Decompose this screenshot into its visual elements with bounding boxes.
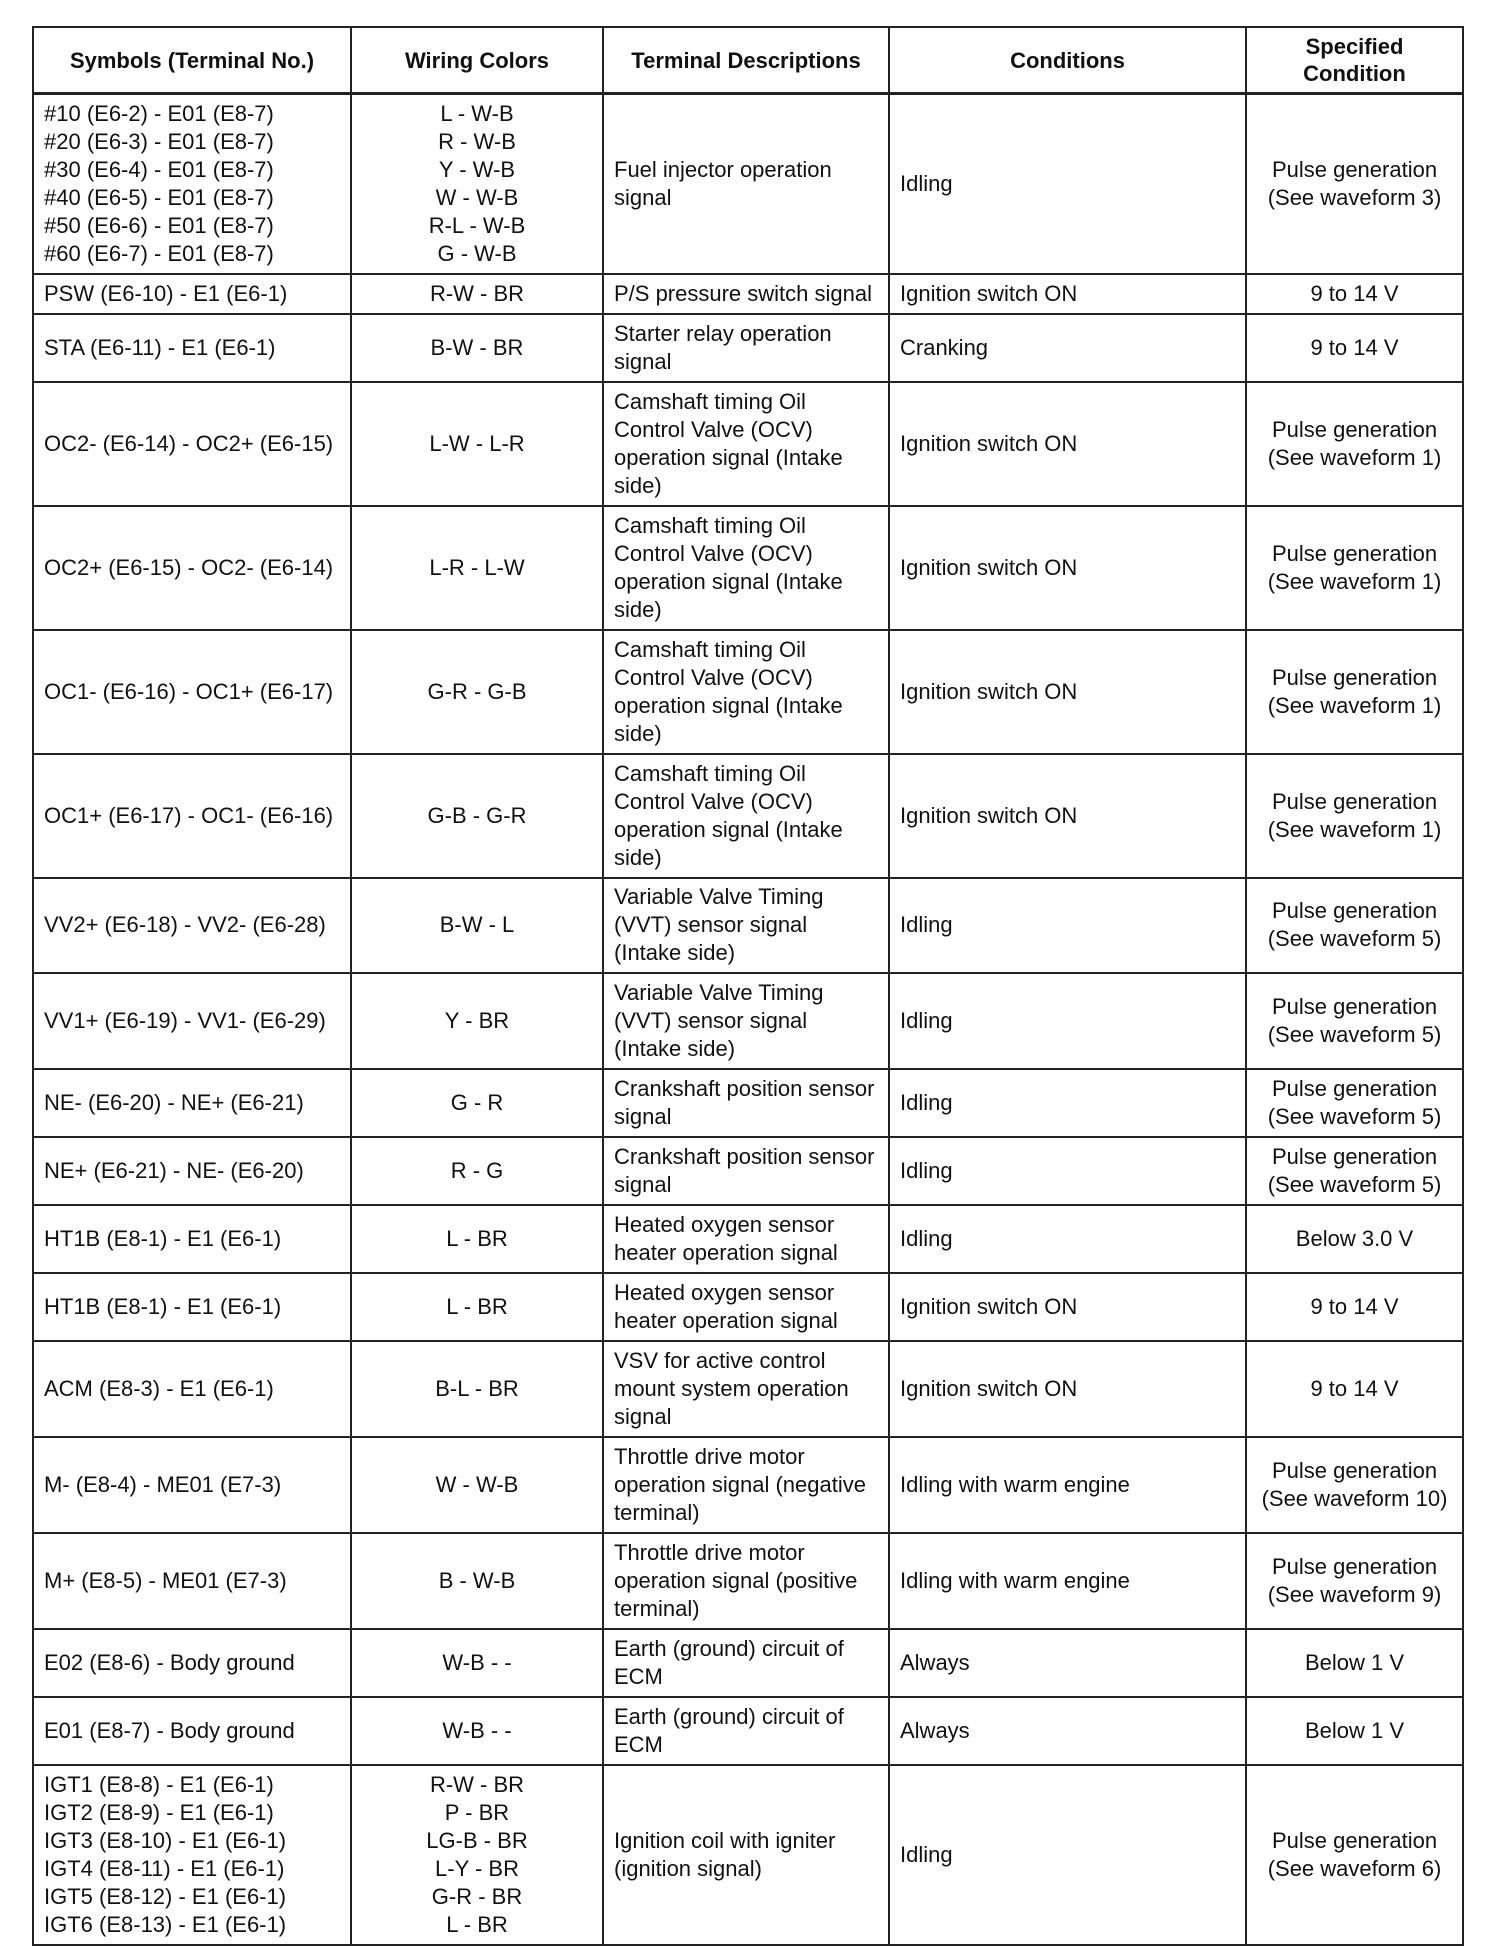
condition-text: Always bbox=[900, 1717, 970, 1743]
cell-condition bbox=[889, 506, 1246, 630]
cell-condition bbox=[889, 274, 1246, 314]
table-row bbox=[33, 1697, 1463, 1765]
spec-line: (See waveform 5) bbox=[1267, 1103, 1442, 1129]
spec-line: (See waveform 1) bbox=[1267, 444, 1442, 470]
condition-text: Idling bbox=[900, 1007, 953, 1033]
wiring-color-line: L-R - L-W bbox=[429, 554, 525, 580]
header-row bbox=[33, 27, 1463, 94]
symbol-line: IGT5 (E8-12) - E1 (E6-1) bbox=[44, 1883, 287, 1909]
cell-condition bbox=[889, 1697, 1246, 1765]
cell-specified-condition bbox=[1246, 1069, 1463, 1137]
wiring-color-line: W - W-B bbox=[435, 1471, 519, 1497]
symbol-line: M+ (E8-5) - ME01 (E7-3) bbox=[44, 1567, 287, 1593]
symbol-line: NE+ (E6-21) - NE- (E6-20) bbox=[44, 1157, 304, 1183]
cell-condition bbox=[889, 973, 1246, 1069]
wiring-color-line: P - BR bbox=[444, 1799, 510, 1825]
cell-wiring-colors bbox=[351, 1273, 603, 1341]
spec-line: (See waveform 3) bbox=[1267, 184, 1442, 210]
cell-wiring-colors bbox=[351, 1437, 603, 1533]
cell-symbols bbox=[33, 274, 351, 314]
symbol-line: #30 (E6-4) - E01 (E8-7) bbox=[44, 156, 274, 182]
condition-text: Idling bbox=[900, 1157, 953, 1183]
wiring-color-line: B - W-B bbox=[438, 1567, 516, 1593]
cell-wiring-colors bbox=[351, 1341, 603, 1437]
symbol-line: M- (E8-4) - ME01 (E7-3) bbox=[44, 1471, 282, 1497]
wiring-color-line: L - BR bbox=[446, 1293, 508, 1319]
cell-specified-condition bbox=[1246, 1341, 1463, 1437]
table-row bbox=[33, 630, 1463, 754]
cell-description bbox=[603, 506, 889, 630]
description-text: Variable Valve Timing (VVT) sensor signal (Intake side) bbox=[614, 979, 824, 1061]
symbol-line: #40 (E6-5) - E01 (E8-7) bbox=[44, 184, 274, 210]
symbol-line: IGT4 (E8-11) - E1 (E6-1) bbox=[44, 1855, 285, 1881]
table-body bbox=[33, 94, 1463, 1945]
condition-text: Idling with warm engine bbox=[900, 1567, 1130, 1593]
wiring-color-line: W-B - - bbox=[442, 1649, 512, 1675]
cell-wiring-colors bbox=[351, 382, 603, 506]
table-row bbox=[33, 274, 1463, 314]
spec-line: Pulse generation bbox=[1271, 664, 1438, 690]
cell-specified-condition bbox=[1246, 1437, 1463, 1533]
symbol-line: NE- (E6-20) - NE+ (E6-21) bbox=[44, 1089, 304, 1115]
cell-symbols bbox=[33, 94, 351, 274]
cell-condition bbox=[889, 1765, 1246, 1945]
symbol-line: IGT2 (E8-9) - E1 (E6-1) bbox=[44, 1799, 274, 1825]
description-text: Heated oxygen sensor heater operation signal bbox=[614, 1211, 838, 1265]
cell-specified-condition bbox=[1246, 973, 1463, 1069]
cell-symbols bbox=[33, 1205, 351, 1273]
table-row bbox=[33, 1273, 1463, 1341]
cell-condition bbox=[889, 878, 1246, 973]
symbol-line: OC2- (E6-14) - OC2+ (E6-15) bbox=[44, 430, 334, 456]
cell-symbols bbox=[33, 1137, 351, 1205]
symbol-line: ACM (E8-3) - E1 (E6-1) bbox=[44, 1375, 274, 1401]
symbol-line: E01 (E8-7) - Body ground bbox=[44, 1717, 295, 1743]
spec-line: Pulse generation bbox=[1271, 788, 1438, 814]
spec-line: Pulse generation bbox=[1271, 1827, 1438, 1853]
header-wiring-colors: Wiring Colors bbox=[351, 27, 603, 94]
symbol-line: VV1+ (E6-19) - VV1- (E6-29) bbox=[44, 1007, 326, 1033]
cell-specified-condition bbox=[1246, 1273, 1463, 1341]
spec-line: Pulse generation bbox=[1271, 540, 1438, 566]
table-row bbox=[33, 1205, 1463, 1273]
table-row bbox=[33, 1437, 1463, 1533]
header-specified-condition-text: Specified Condition bbox=[1303, 34, 1406, 86]
description-text: Camshaft timing Oil Control Valve (OCV) operation signal (Intake side) bbox=[614, 512, 843, 622]
cell-description bbox=[603, 94, 889, 274]
cell-symbols bbox=[33, 1273, 351, 1341]
cell-specified-condition bbox=[1246, 630, 1463, 754]
cell-symbols bbox=[33, 314, 351, 382]
table-row bbox=[33, 1765, 1463, 1945]
spec-line: 9 to 14 V bbox=[1310, 334, 1399, 360]
cell-wiring-colors bbox=[351, 1205, 603, 1273]
header-terminal-descriptions: Terminal Descriptions bbox=[603, 27, 889, 94]
table-row bbox=[33, 1341, 1463, 1437]
cell-description bbox=[603, 1273, 889, 1341]
condition-text: Idling bbox=[900, 170, 953, 196]
table-row bbox=[33, 1629, 1463, 1697]
cell-symbols bbox=[33, 382, 351, 506]
cell-symbols bbox=[33, 1341, 351, 1437]
symbol-line: VV2+ (E6-18) - VV2- (E6-28) bbox=[44, 912, 326, 937]
wiring-color-line: Y - W-B bbox=[438, 156, 516, 182]
condition-text: Ignition switch ON bbox=[900, 678, 1078, 704]
description-text: Camshaft timing Oil Control Valve (OCV) operation signal (Intake side) bbox=[614, 388, 843, 498]
spec-line: 9 to 14 V bbox=[1310, 280, 1399, 306]
wiring-color-line: G-B - G-R bbox=[427, 802, 527, 828]
cell-symbols bbox=[33, 1629, 351, 1697]
cell-specified-condition bbox=[1246, 1697, 1463, 1765]
cell-description bbox=[603, 274, 889, 314]
spec-line: Pulse generation bbox=[1271, 993, 1438, 1019]
description-text: Throttle drive motor operation signal (negative terminal) bbox=[614, 1443, 866, 1525]
table-row bbox=[33, 1069, 1463, 1137]
table-row bbox=[33, 382, 1463, 506]
cell-condition bbox=[889, 1629, 1246, 1697]
header-conditions: Conditions bbox=[889, 27, 1246, 94]
spec-line: (See waveform 5) bbox=[1267, 1171, 1442, 1197]
wiring-color-line: R - W-B bbox=[438, 128, 516, 154]
cell-wiring-colors bbox=[351, 1629, 603, 1697]
spec-line: (See waveform 10) bbox=[1261, 1485, 1448, 1511]
cell-description bbox=[603, 314, 889, 382]
symbol-line: OC1+ (E6-17) - OC1- (E6-16) bbox=[44, 802, 334, 828]
spec-line: Pulse generation bbox=[1271, 1075, 1438, 1101]
symbol-line: #50 (E6-6) - E01 (E8-7) bbox=[44, 212, 274, 238]
terminal-spec-sheet bbox=[32, 26, 1462, 1937]
header-specified-condition bbox=[1246, 27, 1463, 94]
spec-line: Pulse generation bbox=[1271, 1143, 1438, 1169]
wiring-color-line: L - BR bbox=[446, 1911, 508, 1937]
condition-text: Ignition switch ON bbox=[900, 554, 1078, 580]
description-text: Starter relay operation signal bbox=[614, 320, 832, 374]
cell-description bbox=[603, 878, 889, 973]
cell-condition bbox=[889, 382, 1246, 506]
condition-text: Ignition switch ON bbox=[900, 1293, 1078, 1319]
cell-description bbox=[603, 1697, 889, 1765]
cell-specified-condition bbox=[1246, 1533, 1463, 1629]
table-header bbox=[33, 27, 1463, 94]
condition-text: Idling bbox=[900, 912, 953, 937]
cell-wiring-colors bbox=[351, 506, 603, 630]
wiring-color-line: R-W - BR bbox=[429, 280, 525, 306]
wiring-color-line: B-W - BR bbox=[430, 334, 524, 360]
cell-wiring-colors bbox=[351, 1765, 603, 1945]
description-text: Throttle drive motor operation signal (positive terminal) bbox=[614, 1539, 858, 1621]
spec-line: Pulse generation bbox=[1271, 156, 1438, 182]
cell-description bbox=[603, 1437, 889, 1533]
spec-line: Pulse generation bbox=[1271, 1553, 1438, 1579]
condition-text: Idling bbox=[900, 1089, 953, 1115]
cell-specified-condition bbox=[1246, 1629, 1463, 1697]
cell-condition bbox=[889, 1137, 1246, 1205]
symbol-line: E02 (E8-6) - Body ground bbox=[44, 1649, 295, 1675]
symbol-line: OC1- (E6-16) - OC1+ (E6-17) bbox=[44, 678, 334, 704]
condition-text: Ignition switch ON bbox=[900, 802, 1078, 828]
cell-symbols bbox=[33, 1533, 351, 1629]
description-text: Ignition coil with igniter (ignition signal) bbox=[614, 1827, 836, 1881]
wiring-color-line: G - R bbox=[450, 1089, 504, 1115]
wiring-color-line: W - W-B bbox=[435, 184, 519, 210]
wiring-color-line: Y - BR bbox=[444, 1007, 510, 1033]
description-text: Camshaft timing Oil Control Valve (OCV) operation signal (Intake side) bbox=[614, 636, 843, 746]
symbol-line: #60 (E6-7) - E01 (E8-7) bbox=[44, 240, 274, 266]
cell-description bbox=[603, 630, 889, 754]
symbol-line: HT1B (E8-1) - E1 (E6-1) bbox=[44, 1225, 282, 1251]
symbol-line: #20 (E6-3) - E01 (E8-7) bbox=[44, 128, 274, 154]
cell-wiring-colors bbox=[351, 94, 603, 274]
cell-description bbox=[603, 1069, 889, 1137]
wiring-color-line: R - G bbox=[450, 1157, 504, 1183]
cell-description bbox=[603, 1629, 889, 1697]
wiring-color-line: G - W-B bbox=[437, 240, 517, 266]
wiring-color-line: LG-B - BR bbox=[426, 1827, 528, 1853]
cell-specified-condition bbox=[1246, 314, 1463, 382]
spec-line: 9 to 14 V bbox=[1310, 1293, 1399, 1319]
condition-text: Idling bbox=[900, 1841, 953, 1867]
cell-wiring-colors bbox=[351, 1137, 603, 1205]
cell-symbols bbox=[33, 1765, 351, 1945]
condition-text: Idling bbox=[900, 1225, 953, 1251]
cell-wiring-colors bbox=[351, 630, 603, 754]
cell-description bbox=[603, 382, 889, 506]
wiring-color-line: R-W - BR bbox=[429, 1771, 525, 1797]
cell-symbols bbox=[33, 973, 351, 1069]
description-text: Crankshaft position sensor signal bbox=[614, 1075, 875, 1129]
table-row bbox=[33, 878, 1463, 973]
cell-symbols bbox=[33, 630, 351, 754]
symbol-line: STA (E6-11) - E1 (E6-1) bbox=[44, 334, 276, 360]
cell-wiring-colors bbox=[351, 1069, 603, 1137]
cell-condition bbox=[889, 1341, 1246, 1437]
condition-text: Always bbox=[900, 1649, 970, 1675]
wiring-color-line: L-Y - BR bbox=[435, 1855, 519, 1881]
condition-text: Ignition switch ON bbox=[900, 1375, 1078, 1401]
table-row bbox=[33, 94, 1463, 274]
description-text: Variable Valve Timing (VVT) sensor signal (Intake side) bbox=[614, 884, 824, 965]
spec-line: Pulse generation bbox=[1271, 898, 1438, 923]
wiring-color-line: L-W - L-R bbox=[429, 430, 525, 456]
description-text: Heated oxygen sensor heater operation signal bbox=[614, 1279, 838, 1333]
cell-condition bbox=[889, 1069, 1246, 1137]
wiring-color-line: L - BR bbox=[446, 1225, 508, 1251]
condition-text: Ignition switch ON bbox=[900, 430, 1078, 456]
description-text: P/S pressure switch signal bbox=[614, 280, 872, 306]
wiring-color-line: R-L - W-B bbox=[428, 212, 526, 238]
cell-wiring-colors bbox=[351, 973, 603, 1069]
wiring-color-line: W-B - - bbox=[442, 1717, 512, 1743]
cell-condition bbox=[889, 1205, 1246, 1273]
cell-condition bbox=[889, 1533, 1246, 1629]
table-row bbox=[33, 1137, 1463, 1205]
cell-symbols bbox=[33, 754, 351, 878]
cell-description bbox=[603, 1533, 889, 1629]
cell-specified-condition bbox=[1246, 754, 1463, 878]
cell-specified-condition bbox=[1246, 382, 1463, 506]
cell-wiring-colors bbox=[351, 274, 603, 314]
ecm-terminal-table bbox=[32, 26, 1464, 1946]
cell-condition bbox=[889, 754, 1246, 878]
cell-wiring-colors bbox=[351, 1533, 603, 1629]
cell-condition bbox=[889, 630, 1246, 754]
condition-text: Idling with warm engine bbox=[900, 1471, 1130, 1497]
wiring-color-line: G-R - BR bbox=[431, 1883, 523, 1909]
description-text: Crankshaft position sensor signal bbox=[614, 1143, 875, 1197]
cell-condition bbox=[889, 314, 1246, 382]
header-symbols: Symbols (Terminal No.) bbox=[33, 27, 351, 94]
cell-description bbox=[603, 1137, 889, 1205]
spec-line: (See waveform 5) bbox=[1267, 926, 1442, 951]
cell-specified-condition bbox=[1246, 1765, 1463, 1945]
cell-symbols bbox=[33, 878, 351, 973]
table-row bbox=[33, 1533, 1463, 1629]
spec-line: 9 to 14 V bbox=[1310, 1375, 1399, 1401]
condition-text: Cranking bbox=[900, 334, 989, 360]
cell-wiring-colors bbox=[351, 314, 603, 382]
description-text: Camshaft timing Oil Control Valve (OCV) operation signal (Intake side) bbox=[614, 760, 843, 870]
symbol-line: IGT1 (E8-8) - E1 (E6-1) bbox=[44, 1771, 274, 1797]
symbol-line: HT1B (E8-1) - E1 (E6-1) bbox=[44, 1293, 282, 1319]
table-row bbox=[33, 754, 1463, 878]
symbol-line: IGT6 (E8-13) - E1 (E6-1) bbox=[44, 1911, 287, 1937]
condition-text: Ignition switch ON bbox=[900, 280, 1078, 306]
spec-line: (See waveform 1) bbox=[1267, 816, 1442, 842]
table-row bbox=[33, 973, 1463, 1069]
description-text: VSV for active control mount system operation signal bbox=[614, 1347, 849, 1429]
spec-line: (See waveform 6) bbox=[1267, 1855, 1442, 1881]
spec-line: (See waveform 1) bbox=[1267, 692, 1442, 718]
description-text: Earth (ground) circuit of ECM bbox=[614, 1703, 844, 1757]
table-row bbox=[33, 506, 1463, 630]
wiring-color-line: B-L - BR bbox=[435, 1375, 519, 1401]
spec-line: (See waveform 5) bbox=[1267, 1021, 1442, 1047]
cell-wiring-colors bbox=[351, 1697, 603, 1765]
spec-line: Pulse generation bbox=[1271, 416, 1438, 442]
symbol-line: IGT3 (E8-10) - E1 (E6-1) bbox=[44, 1827, 287, 1853]
cell-symbols bbox=[33, 1437, 351, 1533]
cell-symbols bbox=[33, 1697, 351, 1765]
cell-description bbox=[603, 1765, 889, 1945]
cell-specified-condition bbox=[1246, 1137, 1463, 1205]
cell-specified-condition bbox=[1246, 94, 1463, 274]
spec-line: Below 1 V bbox=[1304, 1717, 1405, 1743]
spec-line: Below 1 V bbox=[1304, 1649, 1405, 1675]
symbol-line: OC2+ (E6-15) - OC2- (E6-14) bbox=[44, 554, 334, 580]
cell-specified-condition bbox=[1246, 274, 1463, 314]
cell-wiring-colors bbox=[351, 754, 603, 878]
cell-specified-condition bbox=[1246, 506, 1463, 630]
cell-description bbox=[603, 973, 889, 1069]
description-text: Earth (ground) circuit of ECM bbox=[614, 1635, 844, 1689]
cell-condition bbox=[889, 1273, 1246, 1341]
cell-wiring-colors bbox=[351, 878, 603, 973]
cell-symbols bbox=[33, 506, 351, 630]
spec-line: Pulse generation bbox=[1271, 1457, 1438, 1483]
spec-line: (See waveform 9) bbox=[1267, 1581, 1442, 1607]
cell-condition bbox=[889, 1437, 1246, 1533]
cell-description bbox=[603, 1341, 889, 1437]
cell-condition bbox=[889, 94, 1246, 274]
spec-line: (See waveform 1) bbox=[1267, 568, 1442, 594]
cell-description bbox=[603, 754, 889, 878]
cell-description bbox=[603, 1205, 889, 1273]
cell-specified-condition bbox=[1246, 1205, 1463, 1273]
wiring-color-line: L - W-B bbox=[440, 100, 514, 126]
cell-specified-condition bbox=[1246, 878, 1463, 973]
cell-symbols bbox=[33, 1069, 351, 1137]
spec-line: Below 3.0 V bbox=[1295, 1225, 1414, 1251]
symbol-line: #10 (E6-2) - E01 (E8-7) bbox=[44, 100, 274, 126]
description-text: Fuel injector operation signal bbox=[614, 156, 832, 210]
wiring-color-line: G-R - G-B bbox=[427, 678, 527, 704]
table-row bbox=[33, 314, 1463, 382]
symbol-line: PSW (E6-10) - E1 (E6-1) bbox=[44, 280, 288, 306]
wiring-color-line: B-W - L bbox=[439, 912, 515, 937]
